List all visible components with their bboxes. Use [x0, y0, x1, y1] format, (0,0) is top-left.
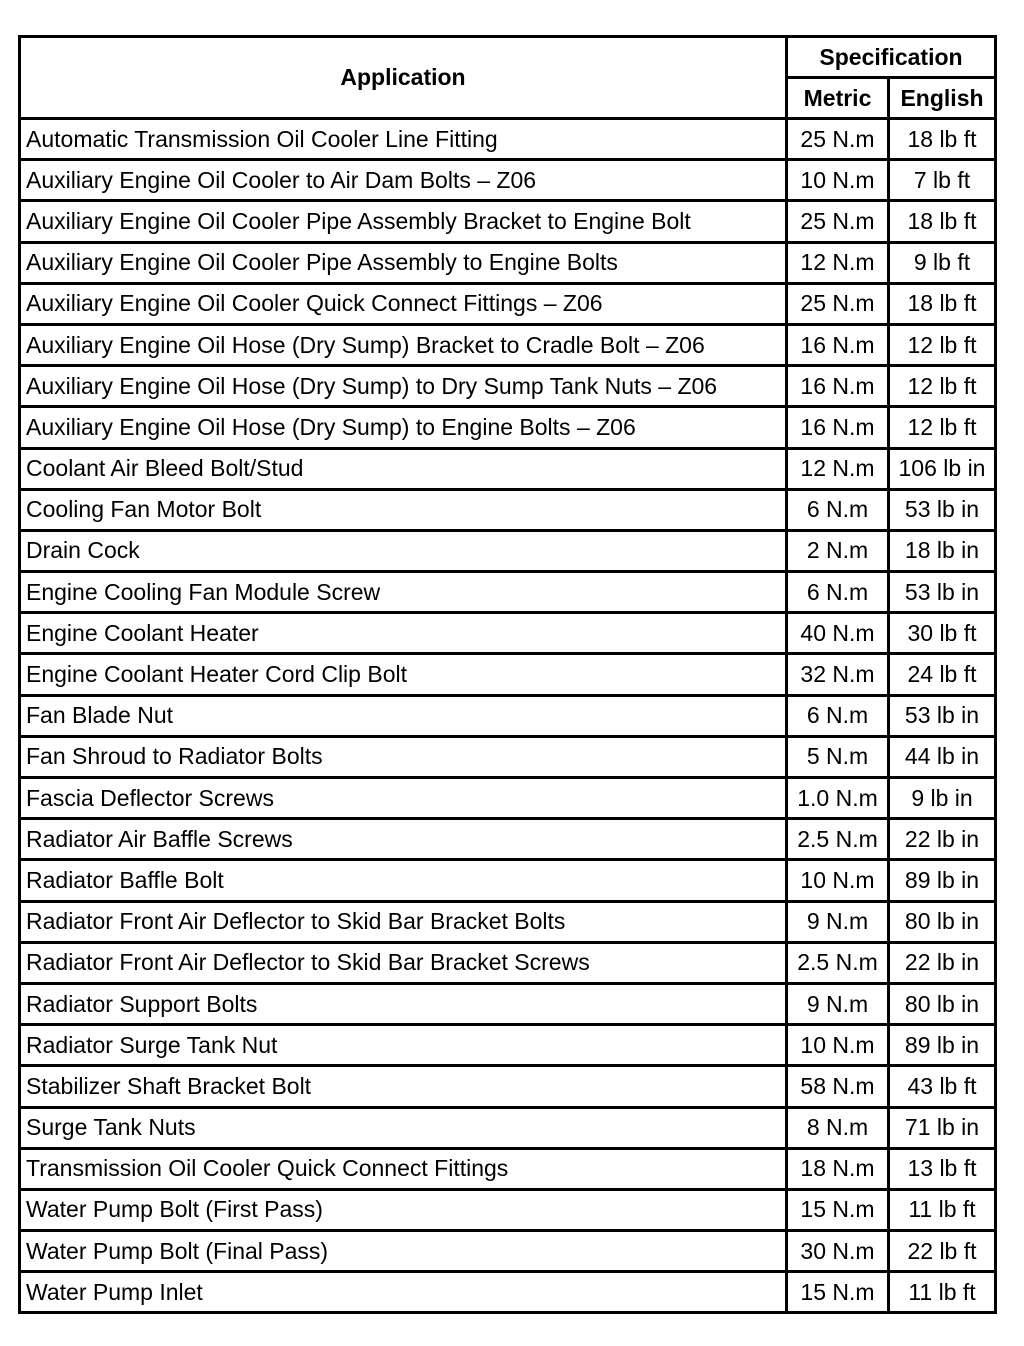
cell-english: 24 lb ft: [889, 654, 996, 695]
table-row: [20, 530, 996, 571]
cell-application: Radiator Air Baffle Screws: [20, 819, 787, 860]
table-row: [20, 1189, 996, 1230]
cell-application: Auxiliary Engine Oil Cooler Quick Connect Fittings – Z06: [20, 283, 787, 324]
cell-english: 13 lb ft: [889, 1148, 996, 1189]
cell-metric: 12 N.m: [787, 448, 889, 489]
table-row: [20, 901, 996, 942]
cell-english: 9 lb in: [889, 778, 996, 819]
cell-english: 18 lb ft: [889, 283, 996, 324]
table-row: [20, 572, 996, 613]
cell-metric: 10 N.m: [787, 1025, 889, 1066]
table-row: [20, 119, 996, 160]
cell-application: Stabilizer Shaft Bracket Bolt: [20, 1066, 787, 1107]
cell-application: Automatic Transmission Oil Cooler Line Fitting: [20, 119, 787, 160]
cell-metric: 8 N.m: [787, 1107, 889, 1148]
cell-metric: 6 N.m: [787, 695, 889, 736]
cell-metric: 25 N.m: [787, 283, 889, 324]
cell-application: Auxiliary Engine Oil Cooler to Air Dam Bolts – Z06: [20, 160, 787, 201]
cell-application: Engine Cooling Fan Module Screw: [20, 572, 787, 613]
table-row: [20, 407, 996, 448]
table-row: [20, 201, 996, 242]
cell-application: Cooling Fan Motor Bolt: [20, 489, 787, 530]
cell-english: 7 lb ft: [889, 160, 996, 201]
cell-metric: 10 N.m: [787, 160, 889, 201]
cell-metric: 15 N.m: [787, 1272, 889, 1313]
cell-english: 18 lb ft: [889, 201, 996, 242]
cell-english: 22 lb ft: [889, 1231, 996, 1272]
cell-metric: 18 N.m: [787, 1148, 889, 1189]
cell-metric: 25 N.m: [787, 119, 889, 160]
table-row: [20, 1025, 996, 1066]
table-row: [20, 736, 996, 777]
cell-english: 89 lb in: [889, 860, 996, 901]
cell-metric: 1.0 N.m: [787, 778, 889, 819]
table-row: [20, 613, 996, 654]
cell-english: 12 lb ft: [889, 324, 996, 365]
cell-application: Surge Tank Nuts: [20, 1107, 787, 1148]
table-row: [20, 1148, 996, 1189]
cell-metric: 58 N.m: [787, 1066, 889, 1107]
cell-application: Coolant Air Bleed Bolt/Stud: [20, 448, 787, 489]
cell-metric: 6 N.m: [787, 489, 889, 530]
header-specification: Specification: [787, 37, 996, 78]
header-application: Application: [20, 37, 787, 119]
cell-application: Water Pump Inlet: [20, 1272, 787, 1313]
cell-application: Engine Coolant Heater: [20, 613, 787, 654]
cell-application: Transmission Oil Cooler Quick Connect Fittings: [20, 1148, 787, 1189]
table-row: [20, 819, 996, 860]
torque-specification-table: [18, 35, 997, 1314]
cell-english: 30 lb ft: [889, 613, 996, 654]
table-row: [20, 242, 996, 283]
cell-application: Drain Cock: [20, 530, 787, 571]
cell-application: Water Pump Bolt (First Pass): [20, 1189, 787, 1230]
cell-metric: 16 N.m: [787, 407, 889, 448]
table-body: [20, 119, 996, 1313]
table-header: [20, 37, 996, 119]
cell-english: 53 lb in: [889, 489, 996, 530]
cell-metric: 2.5 N.m: [787, 942, 889, 983]
cell-application: Auxiliary Engine Oil Hose (Dry Sump) to Engine Bolts – Z06: [20, 407, 787, 448]
cell-metric: 32 N.m: [787, 654, 889, 695]
table-row: [20, 324, 996, 365]
cell-metric: 16 N.m: [787, 366, 889, 407]
cell-english: 12 lb ft: [889, 366, 996, 407]
cell-english: 22 lb in: [889, 942, 996, 983]
cell-metric: 16 N.m: [787, 324, 889, 365]
cell-application: Fan Shroud to Radiator Bolts: [20, 736, 787, 777]
cell-english: 43 lb ft: [889, 1066, 996, 1107]
table-row: [20, 366, 996, 407]
table-row: [20, 654, 996, 695]
cell-english: 71 lb in: [889, 1107, 996, 1148]
cell-english: 53 lb in: [889, 572, 996, 613]
cell-english: 11 lb ft: [889, 1189, 996, 1230]
cell-metric: 25 N.m: [787, 201, 889, 242]
table-row: [20, 1231, 996, 1272]
cell-english: 18 lb ft: [889, 119, 996, 160]
cell-english: 89 lb in: [889, 1025, 996, 1066]
table-row: [20, 778, 996, 819]
cell-english: 22 lb in: [889, 819, 996, 860]
header-english: English: [889, 78, 996, 119]
table-row: [20, 983, 996, 1024]
cell-application: Fascia Deflector Screws: [20, 778, 787, 819]
cell-application: Fan Blade Nut: [20, 695, 787, 736]
cell-metric: 9 N.m: [787, 983, 889, 1024]
cell-application: Radiator Front Air Deflector to Skid Bar Bracket Bolts: [20, 901, 787, 942]
cell-application: Radiator Support Bolts: [20, 983, 787, 1024]
cell-application: Auxiliary Engine Oil Hose (Dry Sump) to Dry Sump Tank Nuts – Z06: [20, 366, 787, 407]
cell-application: Engine Coolant Heater Cord Clip Bolt: [20, 654, 787, 695]
cell-application: Radiator Baffle Bolt: [20, 860, 787, 901]
cell-metric: 30 N.m: [787, 1231, 889, 1272]
table-row: [20, 1066, 996, 1107]
table-row: [20, 448, 996, 489]
cell-metric: 12 N.m: [787, 242, 889, 283]
cell-metric: 2 N.m: [787, 530, 889, 571]
cell-english: 80 lb in: [889, 901, 996, 942]
cell-metric: 15 N.m: [787, 1189, 889, 1230]
cell-application: Radiator Surge Tank Nut: [20, 1025, 787, 1066]
table-row: [20, 160, 996, 201]
cell-english: 12 lb ft: [889, 407, 996, 448]
cell-metric: 6 N.m: [787, 572, 889, 613]
cell-english: 53 lb in: [889, 695, 996, 736]
cell-application: Auxiliary Engine Oil Hose (Dry Sump) Bracket to Cradle Bolt – Z06: [20, 324, 787, 365]
cell-metric: 5 N.m: [787, 736, 889, 777]
header-metric: Metric: [787, 78, 889, 119]
cell-metric: 9 N.m: [787, 901, 889, 942]
cell-english: 80 lb in: [889, 983, 996, 1024]
cell-english: 18 lb in: [889, 530, 996, 571]
cell-application: Water Pump Bolt (Final Pass): [20, 1231, 787, 1272]
cell-english: 11 lb ft: [889, 1272, 996, 1313]
cell-application: Auxiliary Engine Oil Cooler Pipe Assembly Bracket to Engine Bolt: [20, 201, 787, 242]
table-row: [20, 1272, 996, 1313]
cell-metric: 40 N.m: [787, 613, 889, 654]
cell-metric: 10 N.m: [787, 860, 889, 901]
cell-metric: 2.5 N.m: [787, 819, 889, 860]
table-row: [20, 283, 996, 324]
table-row: [20, 1107, 996, 1148]
table-row: [20, 860, 996, 901]
cell-english: 44 lb in: [889, 736, 996, 777]
table-row: [20, 695, 996, 736]
cell-english: 9 lb ft: [889, 242, 996, 283]
cell-english: 106 lb in: [889, 448, 996, 489]
cell-application: Radiator Front Air Deflector to Skid Bar Bracket Screws: [20, 942, 787, 983]
table-row: [20, 489, 996, 530]
cell-application: Auxiliary Engine Oil Cooler Pipe Assembly to Engine Bolts: [20, 242, 787, 283]
table-row: [20, 942, 996, 983]
